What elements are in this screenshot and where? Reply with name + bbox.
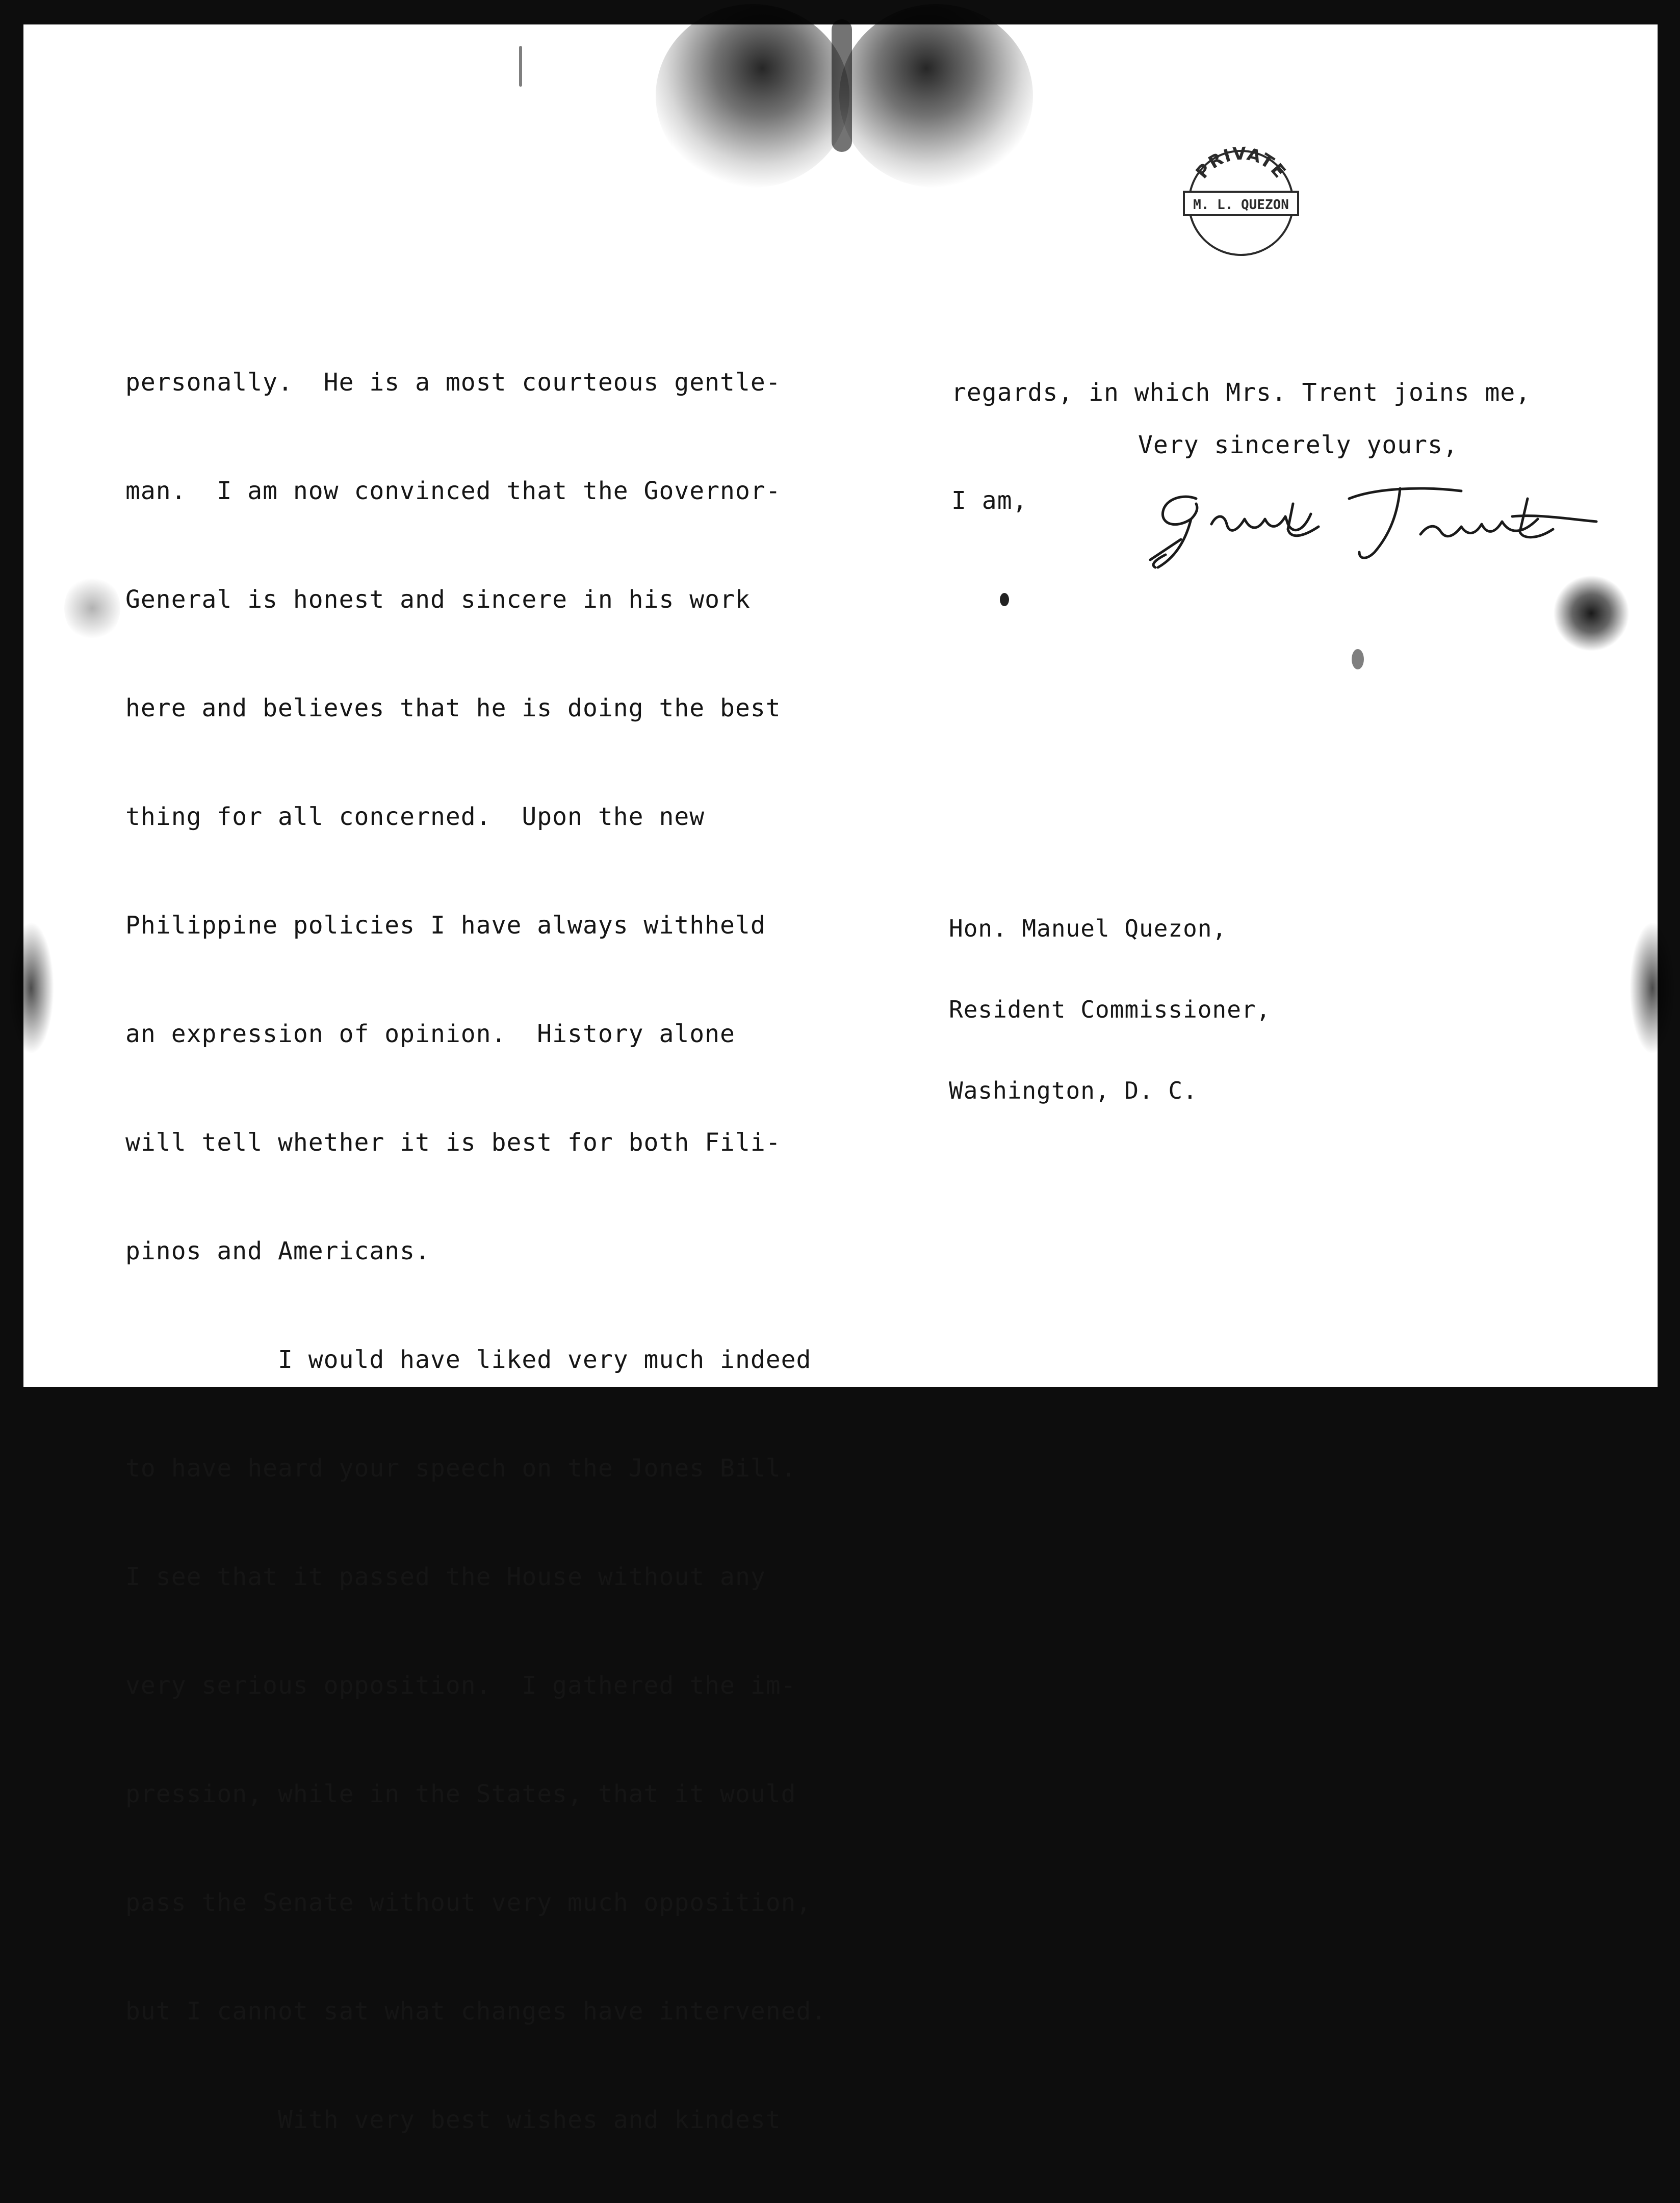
body-line: will tell whether it is best for both Fili- [125,1128,781,1157]
body-line: I would have liked very much indeed [125,1345,812,1374]
body-line: With very best wishes and kindest [125,2106,781,2134]
ink-smudge-left-margin [64,575,120,641]
body-line: thing for all concerned. Upon the new [125,802,705,831]
body-line: but I cannot sat what changes have intervened. [125,1997,827,2026]
center-fold-shadow [832,19,852,152]
body-line: man. I am now convinced that the Governor- [125,477,781,505]
body-line: pression, while in the States, that it would [125,1780,796,1808]
ink-smudge-top-left [656,4,849,188]
edge-shadow-left [8,922,54,1054]
edge-shadow-right [1630,922,1675,1054]
body-line: pinos and Americans. [125,1237,430,1265]
handwritten-signature [1135,463,1604,580]
closing-line: I am, [951,486,1028,515]
body-line: here and believes that he is doing the best [125,694,781,722]
body-line: pass the Senate without very much opposition, [125,1888,812,1917]
body-line: Philippine policies I have always withheld [125,911,766,940]
letter-page [23,24,1658,2134]
body-line: to have heard your speech on the Jones Bill. [125,1454,796,1483]
addressee-line: Resident Commissioner, [949,996,1271,1023]
body-line: General is honest and sincere in his work [125,585,751,614]
complimentary-close: Very sincerely yours, [1138,431,1458,459]
ink-blot-right [1553,575,1630,652]
speck [1000,593,1009,606]
stamp-top-text: PRIVATE [1192,143,1290,183]
addressee-line: Washington, D. C. [949,1077,1198,1104]
private-stamp [1180,142,1302,264]
ink-smudge-top-right [839,4,1033,188]
body-line: an expression of opinion. History alone [125,1020,735,1048]
stamp-band-text: M. L. QUEZON [1193,197,1289,213]
speck [1352,649,1364,669]
speck [519,46,522,87]
letter-body-left-column [125,300,826,2203]
addressee-block [949,861,1271,1159]
body-line: I see that it passed the House without any [125,1563,766,1591]
addressee-line: Hon. Manuel Quezon, [949,915,1227,942]
body-line: personally. He is a most courteous gentle- [125,368,781,397]
body-line: very serious opposition. I gathered the im- [125,1671,796,1700]
closing-line: regards, in which Mrs. Trent joins me, [951,378,1531,407]
